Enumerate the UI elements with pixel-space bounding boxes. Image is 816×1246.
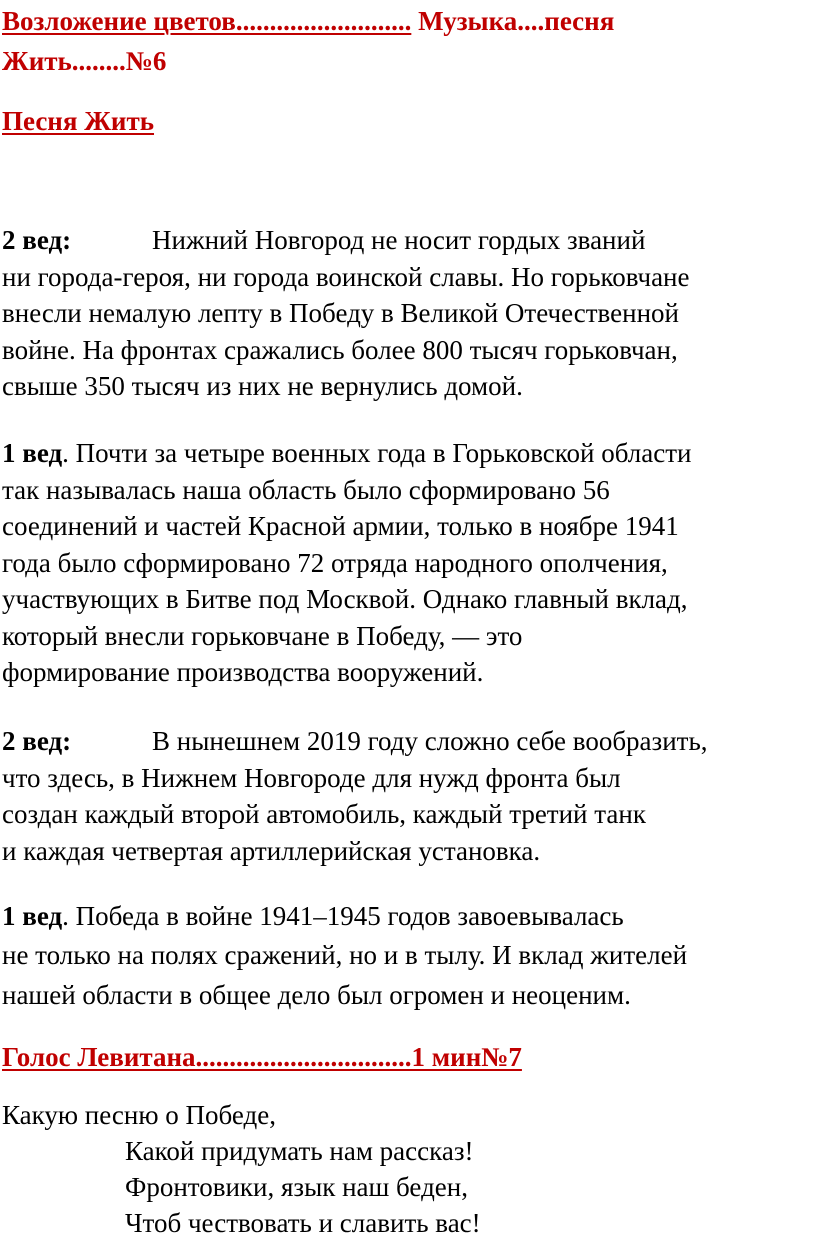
paragraph-line: войне. На фронтах сражались более 800 тысяч горьковчан, — [2, 334, 678, 365]
speaker-label: 2 вед: — [2, 225, 72, 255]
paragraph-2 — [2, 435, 814, 691]
paragraph-4 — [2, 898, 814, 1015]
header-music-item: Музыка....песня — [411, 6, 615, 36]
paragraph-line: и каждая четвертая артиллерийская установка. — [2, 835, 541, 866]
paragraph-line: 1 вед. Победа в войне 1941–1945 годов завоевывалась — [2, 901, 624, 931]
paragraph-line: не только на полях сражений, но и в тылу. И вклад жителей — [2, 939, 688, 970]
paragraph-line: 1 вед. Почти за четыре военных года в Горьковской области — [2, 438, 692, 468]
levitan-heading: Голос Левитана................................1 мин№7 — [2, 1042, 522, 1072]
speaker-label: 2 вед: — [2, 726, 72, 756]
paragraph-line: создан каждый второй автомобиль, каждый третий танк — [2, 799, 646, 829]
poem-line: Фронтовики, язык наш беден, — [125, 1172, 468, 1202]
paragraph-line: 2 вед: Нижний Новгород не носит гордых званий — [2, 222, 814, 259]
paragraph-line: формирование производства вооружений. — [2, 657, 484, 687]
song-title: Песня Жить — [2, 106, 155, 136]
program-header-line-1 — [2, 2, 614, 40]
poem-line: Чтоб чествовать и славить вас! — [125, 1208, 481, 1238]
paragraph-3 — [2, 723, 814, 869]
paragraph-line: который внесли горьковчане в Победу, — это — [2, 620, 523, 651]
paragraph-line: года было сформировано 72 отряда народного ополчения, — [2, 547, 668, 578]
header-flowers-item: Возложение цветов.......................... — [2, 6, 412, 36]
paragraph-line: 2 вед: В нынешнем 2019 году сложно себе вообразить, — [2, 723, 814, 760]
poem-line: Какую песню о Победе, — [2, 1100, 276, 1130]
paragraph-1 — [2, 222, 814, 405]
program-header-line-2: Жить........№6 — [2, 46, 167, 76]
speaker-label: 1 вед — [2, 901, 63, 931]
paragraph-line: участвующих в Битве под Москвой. Однако главный вклад, — [2, 584, 688, 614]
paragraph-line: свыше 350 тысяч из них не вернулись домой. — [2, 371, 523, 401]
poem — [2, 1097, 481, 1241]
paragraph-line: так называлась наша область было сформировано 56 — [2, 474, 610, 505]
poem-line: Какой придумать нам рассказ! — [125, 1136, 474, 1166]
paragraph-line: нашей области в общее дело был огромен и неоценим. — [2, 979, 631, 1010]
paragraph-line: соединений и частей Красной армии, только в ноябре 1941 — [2, 511, 679, 541]
speaker-label: 1 вед — [2, 438, 63, 468]
paragraph-line: ни города-героя, ни города воинской славы. Но горьковчане — [2, 261, 690, 292]
paragraph-line: внесли немалую лепту в Победу в Великой Отечественной — [2, 298, 679, 328]
paragraph-line: что здесь, в Нижнем Новгороде для нужд фронта был — [2, 762, 621, 793]
